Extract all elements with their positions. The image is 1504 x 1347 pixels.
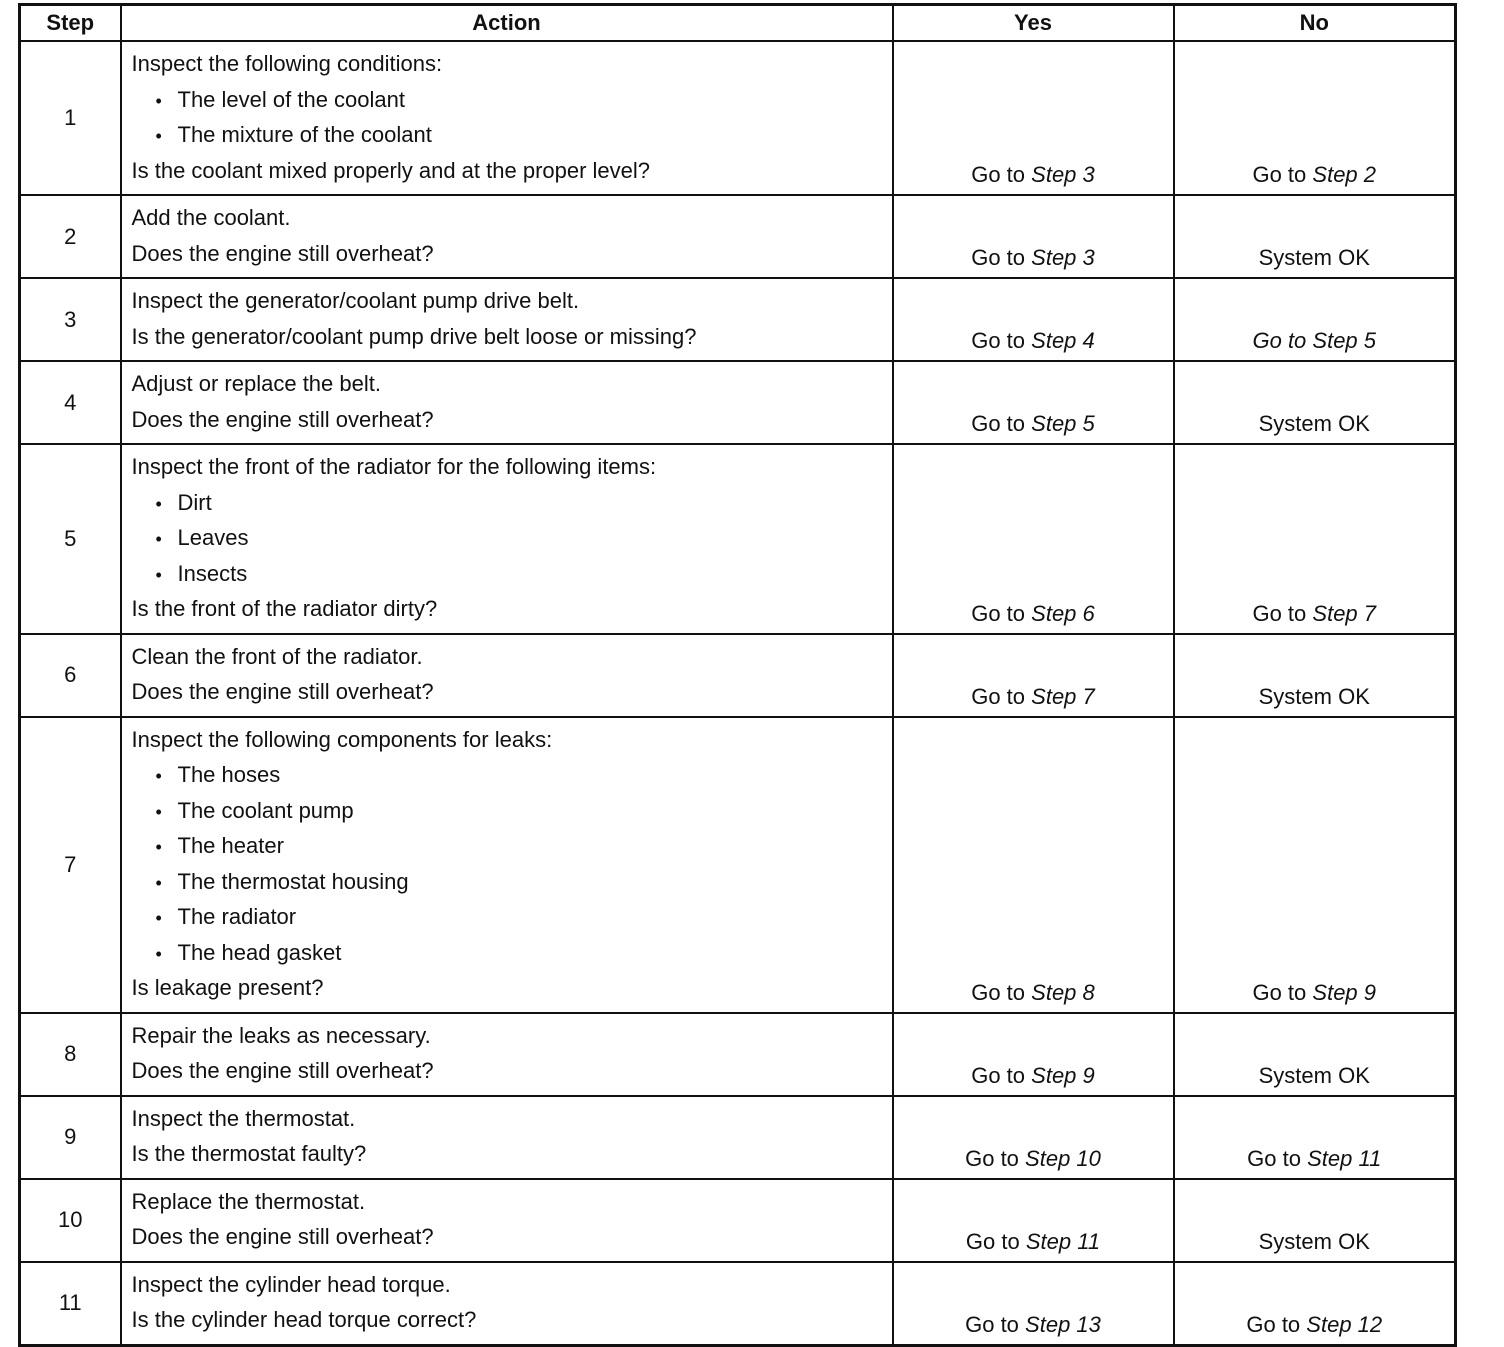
step-number: 4 [20, 361, 121, 444]
bullet-text: The thermostat housing [177, 868, 409, 894]
step-number: 9 [20, 1096, 121, 1179]
step-link[interactable]: Step 7 [1312, 600, 1377, 626]
outcome-text: System OK [1258, 245, 1370, 270]
outcome-prefix: Go to [1252, 162, 1307, 187]
step-link[interactable]: Step 11 [1025, 1228, 1101, 1254]
bullet-text: Dirt [177, 489, 212, 515]
action-cell [121, 1262, 893, 1346]
outcome-prefix: Go to [971, 683, 1026, 709]
bullet-text: Leaves [177, 525, 249, 550]
header-yes: Yes [893, 5, 1174, 42]
list-item [156, 864, 884, 900]
no-cell [1174, 1179, 1456, 1262]
step-number: 8 [20, 1013, 121, 1096]
step-link[interactable]: Step 3 [1031, 162, 1095, 187]
yes-cell [893, 1262, 1174, 1346]
bullet-list [132, 485, 884, 592]
table-row [20, 1013, 1456, 1096]
step-link[interactable]: Step 9 [1031, 1062, 1095, 1088]
list-item [156, 828, 884, 864]
step-number: 3 [20, 278, 121, 361]
step-number: 7 [20, 717, 121, 1013]
list-item [156, 82, 884, 118]
outcome-prefix: Go to [971, 1062, 1026, 1088]
bullet-text: The mixture of the coolant [177, 122, 432, 147]
bullet-list [132, 757, 884, 970]
action-intro: Add the coolant. [131, 205, 291, 230]
action-intro: Inspect the generator/coolant pump drive belt. [131, 288, 580, 313]
list-item [156, 117, 884, 153]
action-cell [121, 1013, 893, 1096]
bullet-text: The level of the coolant [177, 86, 405, 112]
action-question: Is the generator/coolant pump drive belt loose or missing? [131, 323, 697, 349]
outcome-text: System OK [1258, 411, 1370, 436]
action-question: Is the thermostat faulty? [131, 1141, 367, 1166]
action-question: Is the coolant mixed properly and at the proper level? [131, 157, 651, 183]
action-question: Is the cylinder head torque correct? [131, 1307, 477, 1332]
no-cell [1174, 1013, 1456, 1096]
action-intro: Adjust or replace the belt. [131, 371, 381, 396]
step-number: 2 [20, 195, 121, 278]
action-cell [121, 444, 893, 634]
step-number: 6 [20, 634, 121, 717]
list-item [156, 793, 884, 829]
action-intro: Inspect the front of the radiator for the following items: [131, 454, 657, 479]
table-row [20, 717, 1456, 1013]
step-link[interactable]: Step 3 [1031, 245, 1095, 270]
no-cell [1174, 278, 1456, 361]
action-question: Does the engine still overheat? [131, 240, 434, 266]
bullet-icon: • [155, 90, 162, 111]
list-item [156, 935, 884, 971]
list-item [156, 899, 884, 935]
bullet-icon: • [155, 766, 162, 786]
bullet-text: The coolant pump [177, 797, 354, 823]
outcome-prefix: Go to [1246, 1311, 1301, 1337]
bullet-text: The radiator [177, 904, 297, 929]
yes-cell [893, 195, 1174, 278]
outcome-prefix: Go to [965, 1145, 1019, 1171]
table-row [20, 1096, 1456, 1179]
list-item [156, 520, 884, 556]
yes-cell [893, 41, 1174, 195]
no-cell [1174, 1262, 1456, 1346]
outcome-prefix: Go to [965, 1311, 1019, 1337]
outcome-prefix: Go to [971, 245, 1026, 270]
action-intro: Clean the front of the radiator. [131, 643, 423, 669]
table-header [20, 5, 1456, 42]
yes-cell [893, 1179, 1174, 1262]
action-question: Does the engine still overheat? [131, 406, 434, 432]
action-intro: Inspect the cylinder head torque. [131, 1271, 451, 1297]
outcome-prefix: Go to [971, 411, 1026, 436]
header-step: Step [20, 5, 121, 42]
outcome-prefix: Go to [971, 328, 1026, 353]
header-no: No [1174, 5, 1456, 42]
step-link[interactable]: Go to Step 5 [1252, 328, 1377, 353]
outcome-text: System OK [1258, 683, 1370, 709]
step-number: 11 [20, 1262, 121, 1346]
bullet-icon: • [155, 943, 162, 964]
action-intro: Inspect the following components for leaks: [131, 726, 553, 752]
outcome-prefix: Go to [1252, 600, 1307, 626]
bullet-icon: • [155, 908, 162, 928]
action-question: Does the engine still overheat? [131, 1058, 434, 1083]
bullet-icon: • [155, 872, 162, 893]
action-question: Does the engine still overheat? [131, 679, 434, 704]
step-link[interactable]: Step 6 [1031, 600, 1095, 626]
table-body [20, 41, 1456, 1345]
table-row [20, 634, 1456, 717]
yes-cell [893, 1096, 1174, 1179]
step-link[interactable]: Step 12 [1306, 1311, 1383, 1337]
list-item [156, 556, 884, 592]
action-cell [121, 278, 893, 361]
step-link[interactable]: Step 10 [1025, 1145, 1101, 1171]
bullet-icon: • [155, 801, 162, 822]
bullet-text: Insects [177, 560, 248, 586]
step-link[interactable]: Step 7 [1031, 683, 1095, 709]
header-row [20, 5, 1456, 42]
table-row [20, 195, 1456, 278]
header-action: Action [121, 5, 893, 42]
step-link[interactable]: Step 4 [1031, 328, 1095, 353]
outcome-prefix: Go to [971, 162, 1026, 187]
table-row [20, 278, 1456, 361]
list-item [156, 757, 884, 793]
step-link[interactable]: Step 9 [1312, 979, 1377, 1005]
bullet-icon: • [155, 837, 162, 857]
action-cell [121, 41, 893, 195]
diagnostic-table [18, 3, 1457, 1347]
action-question: Is leakage present? [131, 975, 324, 1000]
outcome-prefix: Go to [971, 979, 1026, 1005]
outcome-prefix: Go to [965, 1228, 1020, 1254]
table-row [20, 1262, 1456, 1346]
outcome-prefix: Go to [1247, 1145, 1301, 1171]
step-number: 1 [20, 41, 121, 195]
outcome-text: System OK [1258, 1228, 1370, 1254]
step-link[interactable]: Step 13 [1025, 1311, 1101, 1337]
bullet-icon: • [155, 126, 162, 146]
action-intro: Inspect the thermostat. [131, 1105, 356, 1131]
outcome-prefix: Go to [1252, 979, 1307, 1005]
table-row [20, 1179, 1456, 1262]
bullet-text: The head gasket [177, 939, 342, 965]
yes-cell [893, 361, 1174, 444]
step-link[interactable]: Step 5 [1031, 411, 1095, 436]
no-cell [1174, 634, 1456, 717]
action-intro: Inspect the following conditions: [131, 51, 443, 76]
bullet-text: The hoses [177, 762, 281, 787]
yes-cell [893, 717, 1174, 1013]
bullet-icon: • [155, 564, 162, 585]
table-row [20, 41, 1456, 195]
yes-cell [893, 278, 1174, 361]
no-cell [1174, 444, 1456, 634]
action-cell [121, 717, 893, 1013]
no-cell [1174, 41, 1456, 195]
action-cell [121, 195, 893, 278]
step-link[interactable]: Step 11 [1307, 1145, 1382, 1171]
yes-cell [893, 1013, 1174, 1096]
action-question: Does the engine still overheat? [131, 1224, 434, 1249]
action-cell [121, 634, 893, 717]
action-cell [121, 361, 893, 444]
outcome-text: System OK [1258, 1062, 1370, 1088]
yes-cell [893, 444, 1174, 634]
step-number: 5 [20, 444, 121, 634]
action-cell [121, 1179, 893, 1262]
action-cell [121, 1096, 893, 1179]
action-intro: Replace the thermostat. [131, 1188, 366, 1214]
action-question: Is the front of the radiator dirty? [131, 596, 438, 621]
no-cell [1174, 717, 1456, 1013]
yes-cell [893, 634, 1174, 717]
bullet-icon: • [155, 493, 162, 514]
step-link[interactable]: Step 8 [1031, 979, 1095, 1005]
no-cell [1174, 361, 1456, 444]
table-row [20, 361, 1456, 444]
step-number: 10 [20, 1179, 121, 1262]
list-item [156, 485, 884, 521]
table-row [20, 444, 1456, 634]
outcome-prefix: Go to [971, 600, 1026, 626]
bullet-list [132, 82, 884, 153]
no-cell [1174, 1096, 1456, 1179]
bullet-icon: • [155, 529, 162, 549]
no-cell [1174, 195, 1456, 278]
bullet-text: The heater [177, 833, 284, 858]
step-link[interactable]: Step 2 [1312, 162, 1377, 187]
action-intro: Repair the leaks as necessary. [131, 1022, 431, 1048]
